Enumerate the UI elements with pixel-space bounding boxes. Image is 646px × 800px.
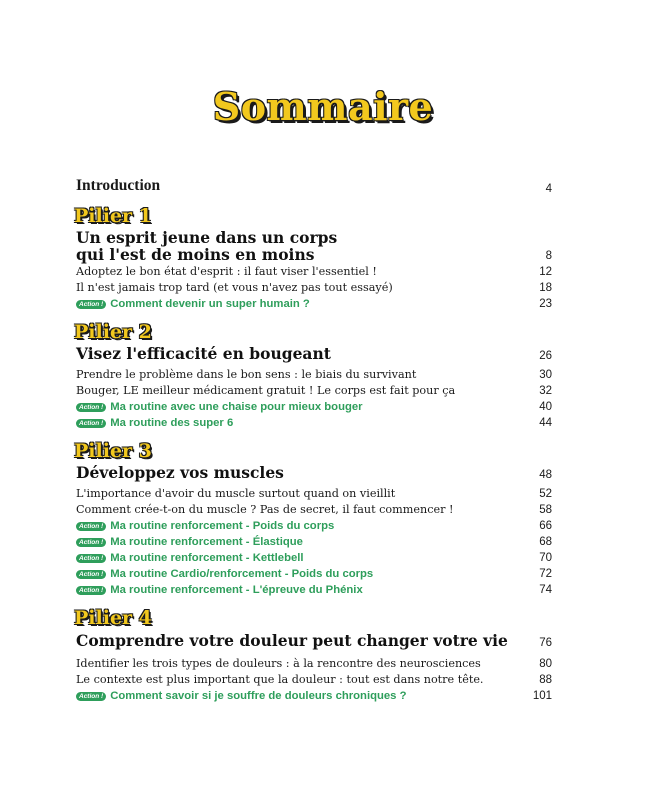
toc-action-entry[interactable]	[76, 566, 552, 582]
action-badge: Action !	[76, 522, 106, 531]
action-badge: Action !	[76, 300, 106, 309]
pillar-tag-3: Pilier 3	[74, 440, 152, 462]
toc-entry-label: Le contexte est plus important que la douleur : tout est dans notre tête.	[76, 673, 484, 686]
toc-page-number: 40	[539, 401, 552, 413]
pillar-tag-4: Pilier 4	[74, 607, 152, 629]
toc-action-entry[interactable]	[76, 582, 552, 598]
toc-entry-label: Ma routine renforcement - Kettlebell	[110, 552, 304, 564]
pillar-heading: Comprendre votre douleur peut changer votre vie	[76, 631, 508, 650]
toc-page-number: 8	[545, 250, 552, 262]
action-badge: Action !	[76, 554, 106, 563]
toc-action-entry[interactable]	[76, 550, 552, 566]
toc-entry-label: Ma routine renforcement - L'épreuve du Phénix	[110, 584, 363, 596]
toc-entry[interactable]	[76, 502, 552, 518]
toc-entry-label: Comment devenir un super humain ?	[110, 298, 310, 310]
pillar-heading-3[interactable]	[76, 464, 552, 484]
toc-action-entry[interactable]	[76, 534, 552, 550]
toc-page-number: 58	[539, 504, 552, 516]
toc-entry-label: Ma routine des super 6	[110, 417, 234, 429]
toc-page-number: 66	[539, 520, 552, 532]
toc-entry-label: Ma routine avec une chaise pour mieux bouger	[110, 401, 363, 413]
pillar-heading-line: Un esprit jeune dans un corps	[76, 228, 338, 247]
toc-page-number: 30	[539, 369, 552, 381]
action-badge: Action !	[76, 692, 106, 701]
toc-entry-label: Comment savoir si je souffre de douleurs chroniques ?	[110, 690, 407, 702]
pillar-heading: Développez vos muscles	[76, 463, 284, 482]
pillar-heading-page-row	[76, 245, 552, 264]
toc-entry[interactable]	[76, 383, 552, 399]
toc-entry[interactable]	[76, 367, 552, 383]
toc-entry-label: Ma routine renforcement - Élastique	[110, 536, 303, 548]
toc-page-number: 68	[539, 536, 552, 548]
toc-page-number: 70	[539, 552, 552, 564]
pillar-heading: Visez l'efficacité en bougeant	[76, 344, 331, 363]
pillar-tag-2: Pilier 2	[74, 321, 152, 343]
toc-action-entry[interactable]	[76, 688, 552, 704]
toc-entry[interactable]	[76, 486, 552, 502]
pillar-heading-2[interactable]	[76, 345, 552, 365]
toc-page-number: 80	[539, 658, 552, 670]
toc-page-number: 32	[539, 385, 552, 397]
toc-page-number: 76	[539, 637, 552, 649]
toc-page-number: 44	[539, 417, 552, 429]
toc-entry-label: Bouger, LE meilleur médicament gratuit ! Le corps est fait pour ça	[76, 384, 456, 397]
action-badge: Action !	[76, 586, 106, 595]
toc-page-number: 26	[539, 350, 552, 362]
action-badge: Action !	[76, 403, 106, 412]
toc-entry[interactable]	[76, 280, 552, 296]
toc-page-number: 18	[539, 282, 552, 294]
toc-entry[interactable]	[76, 264, 552, 280]
toc-entry-label: Introduction	[76, 177, 161, 194]
toc-page-number: 74	[539, 584, 552, 596]
action-badge: Action !	[76, 419, 106, 428]
pillar-tag-1: Pilier 1	[74, 205, 152, 227]
toc-entry-introduction[interactable]	[76, 178, 552, 198]
toc-entry-label: Prendre le problème dans le bon sens : le biais du survivant	[76, 368, 417, 381]
toc-entry-label: Adoptez le bon état d'esprit : il faut viser l'essentiel !	[76, 265, 377, 278]
pillar-heading-4[interactable]	[76, 632, 552, 652]
toc-page-number: 4	[545, 183, 552, 195]
toc-action-entry[interactable]	[76, 296, 552, 312]
toc-entry-label: Comment crée-t-on du muscle ? Pas de secret, il faut commencer !	[76, 503, 454, 516]
toc-entry-label: Ma routine renforcement - Poids du corps	[110, 520, 335, 532]
toc-page-number: 23	[539, 298, 552, 310]
toc-entry[interactable]	[76, 656, 552, 672]
toc-page-number: 48	[539, 469, 552, 481]
toc-entry[interactable]	[76, 672, 552, 688]
action-badge: Action !	[76, 570, 106, 579]
page-title: Sommaire	[212, 84, 434, 129]
toc-page-number: 52	[539, 488, 552, 500]
toc-page-number: 72	[539, 568, 552, 580]
toc-entry-label: Ma routine Cardio/renforcement - Poids du corps	[110, 568, 374, 580]
toc-page-number: 88	[539, 674, 552, 686]
toc-entry-label: Il n'est jamais trop tard (et vous n'avez pas tout essayé)	[76, 281, 393, 294]
toc-action-entry[interactable]	[76, 518, 552, 534]
action-badge: Action !	[76, 538, 106, 547]
toc-action-entry[interactable]	[76, 415, 552, 431]
toc-entry-label: Identifier les trois types de douleurs : à la rencontre des neurosciences	[76, 657, 481, 670]
toc-entry-label: L'importance d'avoir du muscle surtout quand on vieillit	[76, 487, 396, 500]
toc-action-entry[interactable]	[76, 399, 552, 415]
pillar-heading-line: qui l'est de moins en moins	[76, 245, 315, 264]
toc-page-number: 101	[532, 690, 552, 702]
toc-page-number: 12	[539, 266, 552, 278]
